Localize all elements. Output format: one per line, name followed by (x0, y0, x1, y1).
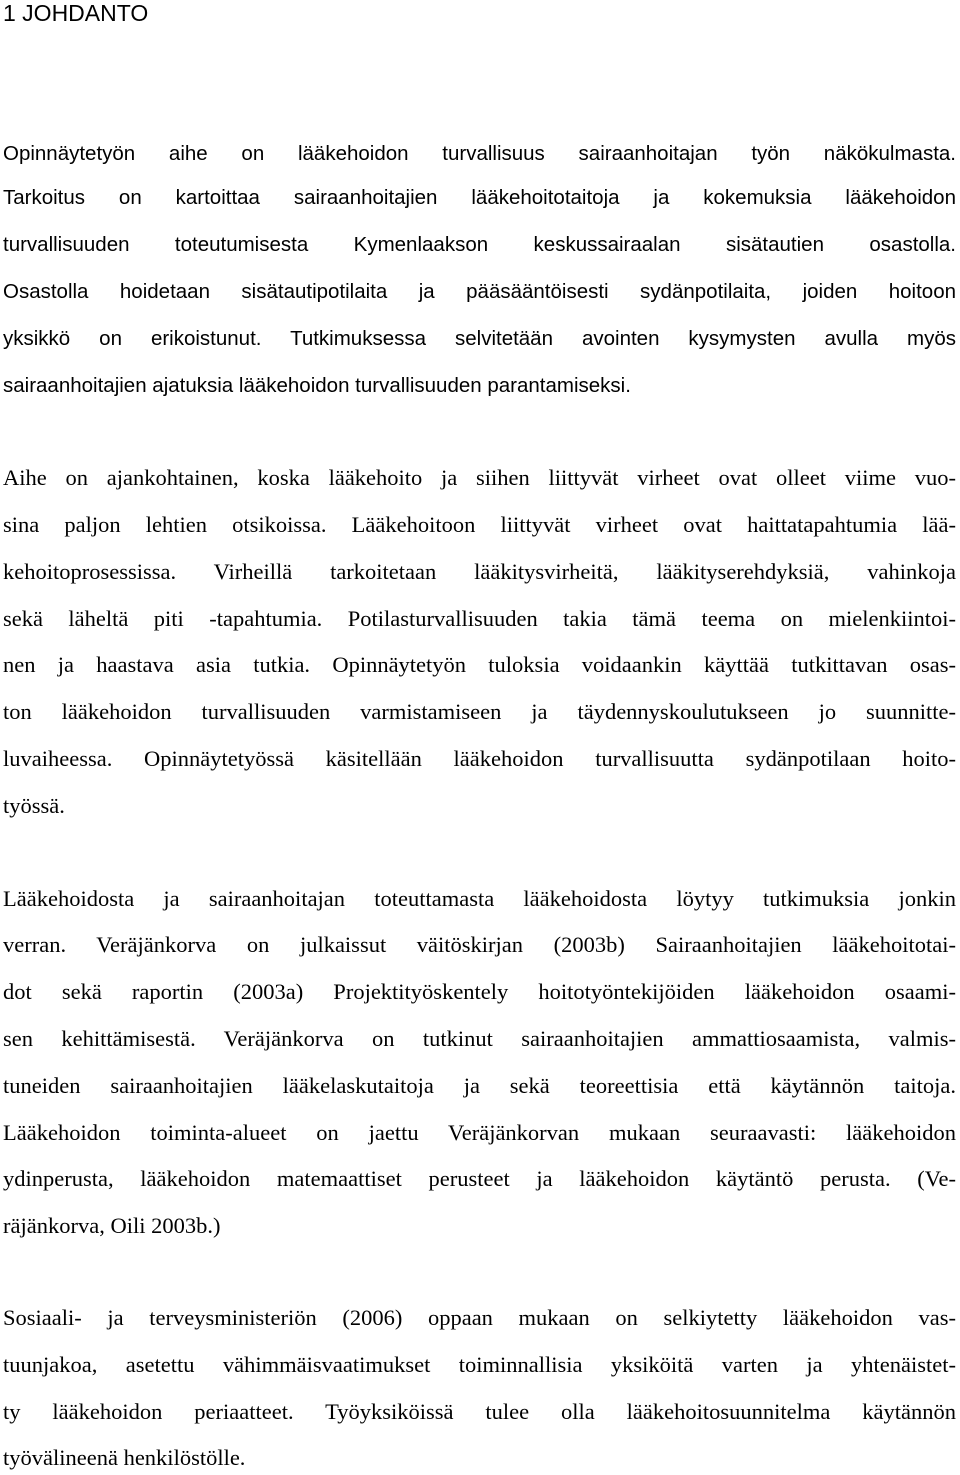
text-line: sen kehittämisestä. Veräjänkorva on tutkinut sairaanhoitajien ammattiosaamista, valmis- (3, 1026, 956, 1051)
text-line: räjänkorva, Oili 2003b.) (3, 1213, 221, 1238)
text-line: ton lääkehoidon turvallisuuden varmistamiseen ja täydennyskoulutukseen jo suunnitte- (3, 699, 956, 724)
page-title: 1 JOHDANTO (3, 0, 149, 26)
text-line: ty lääkehoidon periaatteet. Työyksiköissä tulee olla lääkehoitosuunnitelma käytännön (3, 1399, 956, 1424)
text-line: sina paljon lehtien otsikoissa. Lääkehoitoon liittyvät virheet ovat haittatapahtumia lää- (3, 512, 956, 537)
text-line: luvaiheessa. Opinnäytetyössä käsitellään lääkehoidon turvallisuutta sydänpotilaan hoito- (3, 746, 956, 771)
text-line: tuneiden sairaanhoitajien lääkelaskutaitoja ja sekä teoreettisia että käytännön taitoja. (3, 1073, 956, 1098)
text-line: työvälineenä henkilöstölle. (3, 1445, 246, 1470)
text-line: Aihe on ajankohtainen, koska lääkehoito ja siihen liittyvät virheet ovat olleet viime vuo- (3, 465, 956, 490)
text-line: Lääkehoidosta ja sairaanhoitajan toteuttamasta lääkehoidosta löytyy tutkimuksia jonkin (3, 886, 956, 911)
text-line: sairaanhoitajien ajatuksia lääkehoidon turvallisuuden parantamiseksi. (3, 374, 631, 397)
text-line: sekä läheltä piti -tapahtumia. Potilasturvallisuuden takia tämä teema on mielenkiintoi- (3, 606, 956, 631)
text-line: Tarkoitus on kartoittaa sairaanhoitajien lääkehoitotaitoja ja kokemuksia lääkehoidon (3, 186, 956, 209)
text-line: työssä. (3, 793, 65, 818)
text-line: nen ja haastava asia tutkia. Opinnäytetyön tuloksia voidaankin käyttää tutkittavan osas- (3, 652, 956, 677)
text-line: yksikkö on erikoistunut. Tutkimuksessa selvitetään avointen kysymysten avulla myös (3, 327, 956, 350)
text-line: ydinperusta, lääkehoidon matemaattiset perusteet ja lääkehoidon käytäntö perusta. (Ve- (3, 1166, 956, 1191)
text-line: Osastolla hoidetaan sisätautipotilaita ja pääsääntöisesti sydänpotilaita, joiden hoitoon (3, 280, 956, 303)
text-line: turvallisuuden toteutumisesta Kymenlaakson keskussairaalan sisätautien osastolla. (3, 233, 956, 256)
text-line: kehoitoprosessissa. Virheillä tarkoitetaan lääkitysvirheitä, lääkityserehdyksiä, vahinkoja (3, 559, 956, 584)
text-line: tuunjakoa, asetettu vähimmäisvaatimukset toiminnallisia yksiköitä varten ja yhtenäistet- (3, 1352, 956, 1377)
text-line: Opinnäytetyön aihe on lääkehoidon turvallisuus sairaanhoitajan työn näkökulmasta. (3, 142, 956, 165)
text-line: verran. Veräjänkorva on julkaissut väitöskirjan (2003b) Sairaanhoitajien lääkehoitotai- (3, 932, 956, 957)
text-line: Lääkehoidon toiminta-alueet on jaettu Veräjänkorvan mukaan seuraavasti: lääkehoidon (3, 1120, 956, 1145)
text-line: Sosiaali- ja terveysministeriön (2006) oppaan mukaan on selkiytetty lääkehoidon vas- (3, 1305, 956, 1330)
text-line: dot sekä raportin (2003a) Projektityöskentely hoitotyöntekijöiden lääkehoidon osaami- (3, 979, 956, 1004)
